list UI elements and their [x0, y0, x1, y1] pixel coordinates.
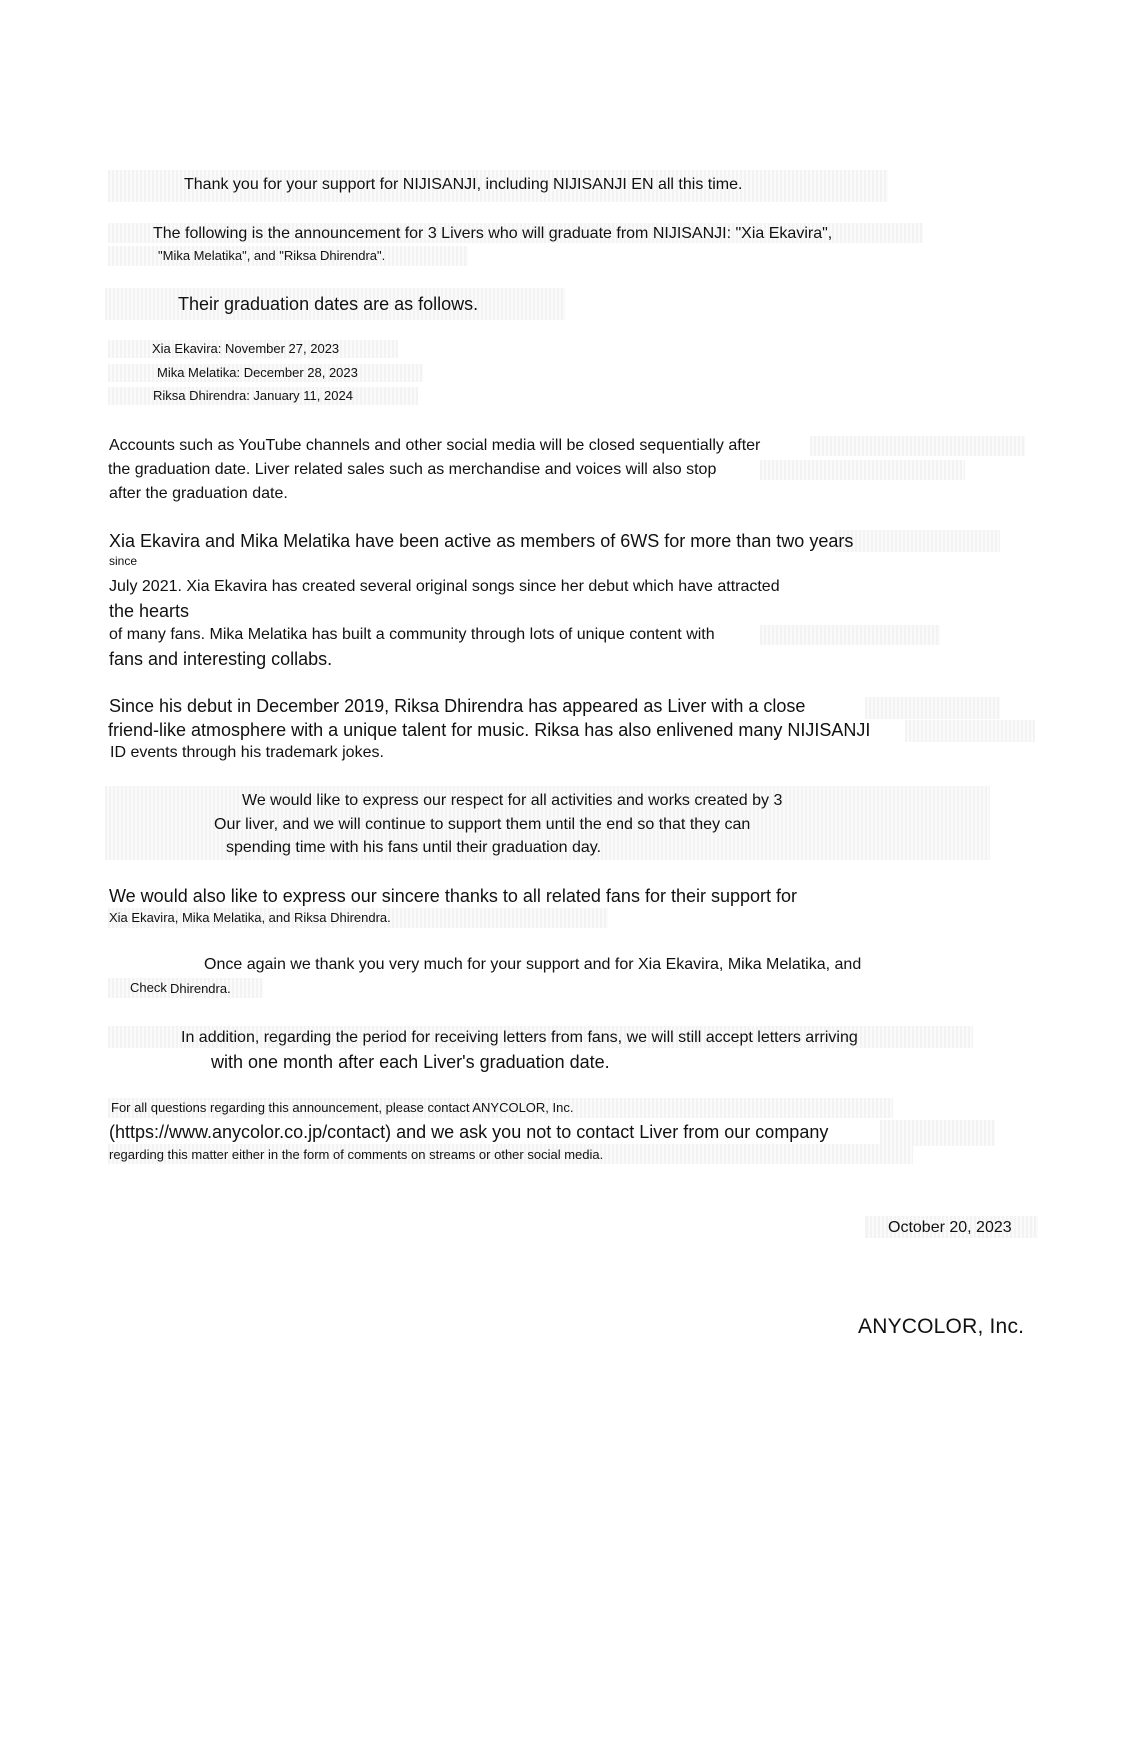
- graduation-date-riksa: Riksa Dhirendra: January 11, 2024: [153, 388, 353, 403]
- respect-line: Our liver, and we will continue to support them until the end so that they can: [214, 816, 751, 833]
- accounts-line: after the graduation date.: [109, 485, 288, 502]
- graduation-date-mika: Mika Melatika: December 28, 2023: [157, 365, 358, 380]
- riksa-line: friend-like atmosphere with a unique talent for music. Riksa has also enlivened many NIJISANJI: [108, 720, 871, 740]
- graduation-date-xia: Xia Ekavira: November 27, 2023: [152, 341, 340, 356]
- xia-mika-line: Xia Ekavira and Mika Melatika have been active as members of 6WS for more than two years: [109, 531, 854, 551]
- greeting-text: Thank you for your support for NIJISANJI, including NIJISANJI EN all this time.: [184, 176, 743, 193]
- announcement-line: "Mika Melatika", and "Riksa Dhirendra".: [158, 248, 386, 263]
- company-signature: ANYCOLOR, Inc.: [858, 1315, 1025, 1338]
- accounts-line: Accounts such as YouTube channels and other social media will be closed sequentially after: [109, 437, 761, 454]
- shade-block: [835, 530, 1000, 552]
- respect-line: We would like to express our respect for all activities and works created by 3: [242, 792, 783, 809]
- contact-line: For all questions regarding this announcement, please contact ANYCOLOR, Inc.: [111, 1100, 574, 1115]
- letter-date: October 20, 2023: [888, 1219, 1012, 1236]
- thanks-fans-line: We would also like to express our sincere thanks to all related fans for their support for: [109, 886, 798, 906]
- xia-mika-line: of many fans. Mika Melatika has built a community through lots of unique content with: [109, 626, 715, 643]
- respect-line: spending time with his fans until their graduation day.: [226, 839, 602, 856]
- shade-block: [810, 436, 1025, 456]
- letters-line: with one month after each Liver's graduation date.: [211, 1052, 610, 1072]
- letters-line: In addition, regarding the period for receiving letters from fans, we will still accept letters arriving: [181, 1029, 858, 1046]
- shade-block: [760, 625, 940, 645]
- shade-block: [865, 697, 1000, 719]
- xia-mika-line: fans and interesting collabs.: [109, 649, 333, 669]
- shade-block: [880, 1120, 995, 1146]
- thanks-again-check: Check: [130, 980, 167, 995]
- contact-line: regarding this matter either in the form of comments on streams or other social media.: [109, 1147, 604, 1162]
- thanks-fans-line: Xia Ekavira, Mika Melatika, and Riksa Dhirendra.: [109, 910, 391, 925]
- contact-line: (https://www.anycolor.co.jp/contact) and we ask you not to contact Liver from our company: [109, 1122, 829, 1142]
- shade-block: [760, 460, 965, 480]
- xia-mika-line: July 2021. Xia Ekavira has created several original songs since her debut which have attracted: [109, 578, 780, 595]
- announcement-line: The following is the announcement for 3 Livers who will graduate from NIJISANJI: "Xia Ekavira",: [153, 225, 833, 242]
- thanks-again-line: Once again we thank you very much for your support and for Xia Ekavira, Mika Melatika, and: [204, 956, 862, 973]
- thanks-again-dhirendra: Dhirendra.: [170, 981, 231, 996]
- xia-mika-line: the hearts: [109, 601, 190, 621]
- xia-mika-line: since: [109, 554, 138, 568]
- shade-block: [905, 720, 1035, 742]
- dates-intro: Their graduation dates are as follows.: [178, 294, 479, 314]
- riksa-line: Since his debut in December 2019, Riksa Dhirendra has appeared as Liver with a close: [109, 696, 806, 716]
- riksa-line: ID events through his trademark jokes.: [110, 744, 384, 761]
- accounts-line: the graduation date. Liver related sales such as merchandise and voices will also stop: [108, 461, 717, 478]
